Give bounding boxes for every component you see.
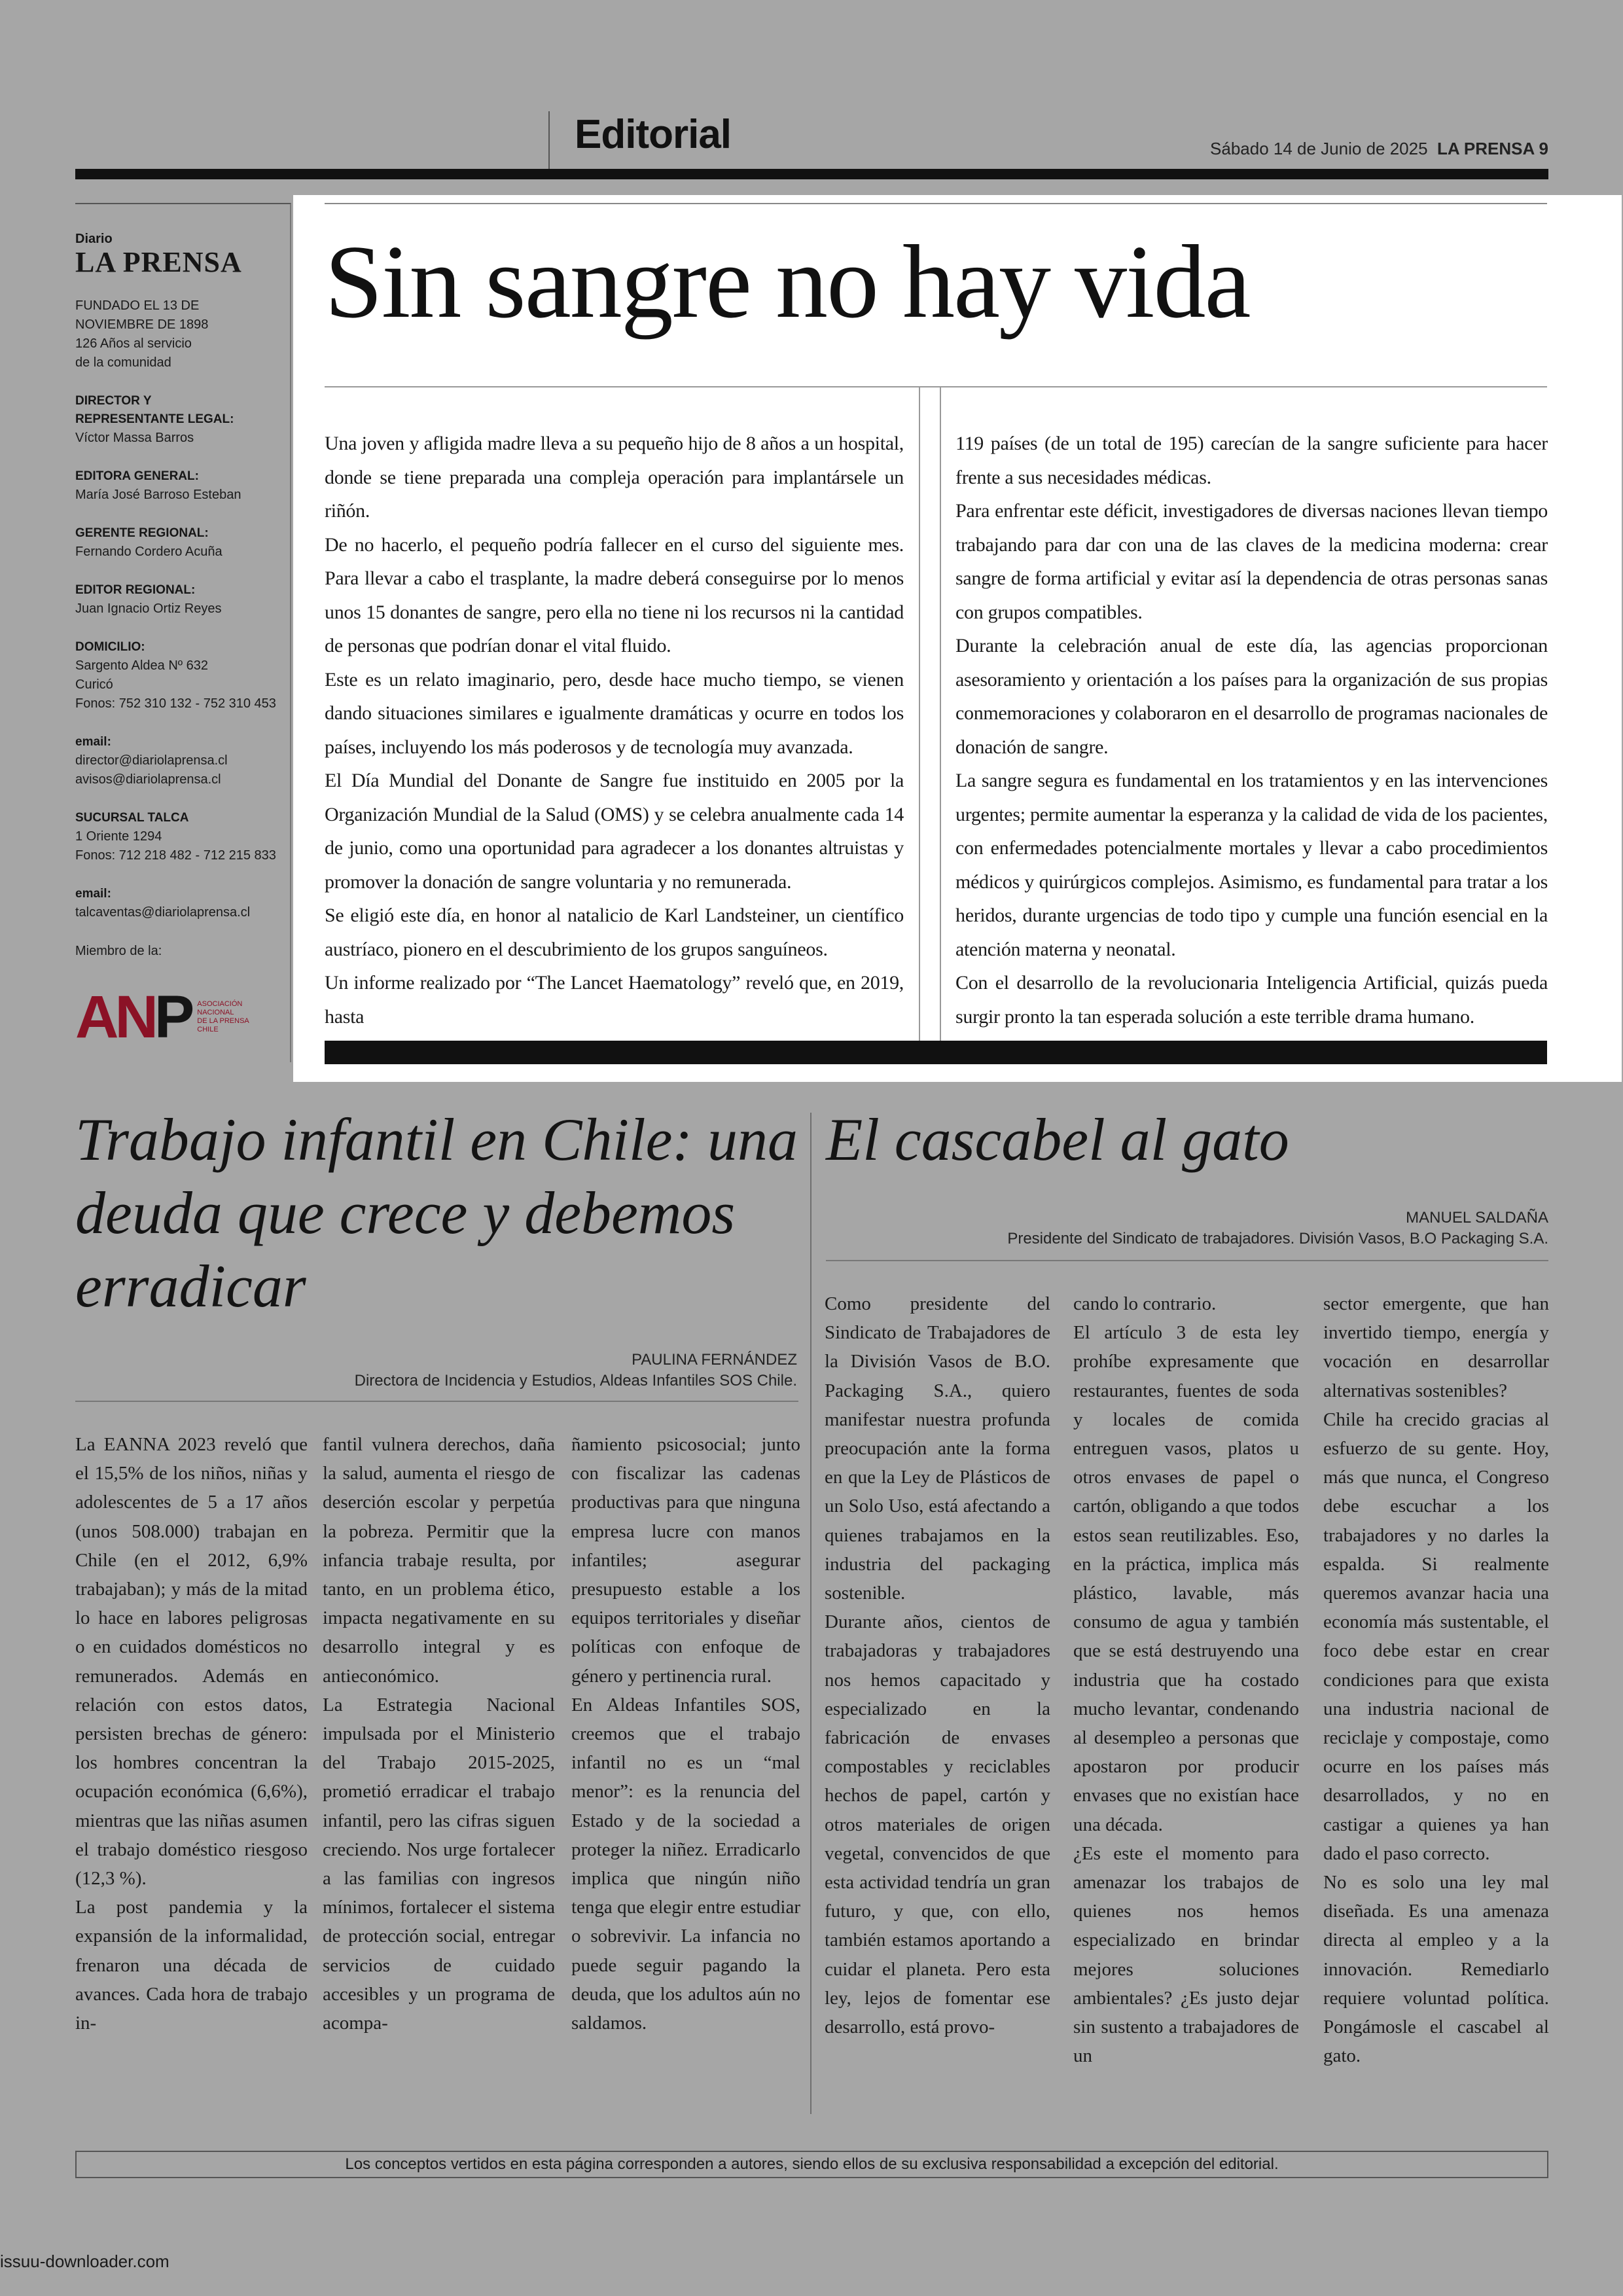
paragraph: Se eligió este día, en honor al natalicio de Karl Landsteiner, un científico austríaco, pionero en el descubrimiento de los grupos sanguíneos. xyxy=(325,905,904,960)
article2-column-3 xyxy=(1323,1289,1549,2070)
gerente-name: Fernando Cordero Acuña xyxy=(75,545,223,559)
article1-column-3 xyxy=(571,1430,800,2037)
paragraph: sector emergente, que han invertido tiempo, energía y vocación en desarrollar alternativas sostenibles? xyxy=(1323,1293,1549,1401)
paragraph: Un informe realizado por “The Lancet Haematology” reveló que, en 2019, hasta xyxy=(325,972,904,1028)
article2-rule xyxy=(826,1260,1548,1261)
founded-line: FUNDADO EL 13 DE xyxy=(75,298,200,313)
paragraph: fantil vulnera derechos, daña la salud, aumenta el riesgo de deserción escolar y perpetúa la pobreza. Permitir que la infancia trabaje resulta, por tanto, en un problema ético, impacta negativamente en su desarrollo integral y es antieconómico. xyxy=(323,1434,555,1687)
watermark: issuu-downloader.com xyxy=(0,2251,169,2271)
paragraph: Una joven y afligida madre lleva a su pequeño hijo de 8 años a un hospital, donde se tiene preparada una compleja operación para implantársele un riñón. xyxy=(325,433,904,522)
article1-role: Directora de Incidencia y Estudios, Aldeas Infantiles SOS Chile. xyxy=(354,1372,797,1390)
editorial-bottom-bar xyxy=(325,1041,1547,1064)
date-line xyxy=(1210,139,1548,159)
email2-label: email: xyxy=(75,887,111,901)
paragraph: 119 países (de un total de 195) carecían de la sangre suficiente para hacer frente a sus necesidades médicas. xyxy=(955,433,1548,488)
emails xyxy=(75,751,290,789)
article1-rule xyxy=(75,1401,798,1402)
article1-title: Trabajo infantil en Chile: una deuda que crece y debemos erradicar xyxy=(75,1106,798,1319)
editorial-column-1 xyxy=(325,427,904,1033)
member-label: Miembro de la: xyxy=(75,944,162,958)
director-label xyxy=(75,392,290,429)
editorial-column-2 xyxy=(955,427,1548,1033)
sucursal-label: SUCURSAL TALCA xyxy=(75,811,189,825)
editora-name: María José Barroso Esteban xyxy=(75,488,241,502)
anp-logo-text xyxy=(197,1000,262,1034)
paragraph: ¿Es este el momento para amenazar los trabajos de quienes nos hemos especializado en brindar mejores soluciones ambientales? ¿Es justo dejar sin sustento a trabajadores de un xyxy=(1073,1842,1299,2067)
anp-logo-mark: ANP xyxy=(75,984,191,1050)
paragraph: cando lo contrario. xyxy=(1073,1293,1217,1314)
anp-text-line: DE LA PRENSA xyxy=(197,1017,249,1025)
paragraph: El artículo 3 de esta ley prohíbe expresamente que restaurantes, fuentes de soda y locales de comida entreguen vasos, platos u otros envases de papel o cartón, obligando a que todos estos sean reutilizables. Eso, en la práctica, implica más plástico, lavable, más consumo de agua y también que se está destruyendo una industria que ha costado mucho levantar, condenando al desempleo a personas que apostaron por producir envases que no existían hace una década. xyxy=(1073,1322,1299,1835)
editor-label: EDITOR REGIONAL: xyxy=(75,583,196,597)
email-link[interactable]: director@diariolaprensa.cl xyxy=(75,753,228,768)
paragraph: Para enfrentar este déficit, investigadores de diversas naciones llevan tiempo trabajando para dar con una de las claves de la medicina moderna: crear sangre de forma artificial y evitar así la dependencia de otras personas sanas con grupos compatibles. xyxy=(955,500,1548,623)
article1-byline xyxy=(196,1350,797,1391)
paragraph: De no hacerlo, el pequeño podría fallecer en el curso del siguiente mes. Para llevar a cabo el trasplante, la madre deberá conseguirse por lo menos unos 15 donantes de sangre, pero ella no tiene ni los recursos ni la cantidad de personas que podrían donar el vital fluido. xyxy=(325,533,904,656)
sucursal-line: Fonos: 712 218 482 - 712 215 833 xyxy=(75,848,276,863)
article2-column-2 xyxy=(1073,1289,1299,2070)
paragraph: Este es un relato imaginario, pero, desde hace mucho tiempo, se vienen dando situaciones similares e igualmente dramáticas y ocurre en todos los países, incluyendo los más poderosos y de tecnología muy avanzada. xyxy=(325,668,904,758)
founded-line: 126 Años al servicio xyxy=(75,336,192,351)
editorial-title-rule xyxy=(325,386,1547,387)
sucursal-line: 1 Oriente 1294 xyxy=(75,829,162,844)
anp-text-line: NACIONAL xyxy=(197,1009,234,1016)
editora-label: EDITORA GENERAL: xyxy=(75,469,199,483)
domicilio-line: Sargento Aldea Nº 632 xyxy=(75,658,209,673)
article1-column-2 xyxy=(323,1430,555,2037)
editorial-title: Sin sangre no hay vida xyxy=(325,223,1250,340)
email2-link[interactable]: talcaventas@diariolaprensa.cl xyxy=(75,905,251,920)
disclaimer: Los conceptos vertidos en esta página corresponden a autores, siendo ellos de su exclusiva responsabilidad a excepción del editorial. xyxy=(75,2151,1548,2178)
founded-info xyxy=(75,296,290,372)
masthead-brand: LA PRENSA xyxy=(75,246,242,278)
article2-role: Presidente del Sindicato de trabajadores. División Vasos, B.O Packaging S.A. xyxy=(1007,1230,1548,1247)
founded-line: NOVIEMBRE DE 1898 xyxy=(75,317,209,332)
issue-date: Sábado 14 de Junio de 2025 xyxy=(1210,139,1428,158)
section-title: Editorial xyxy=(575,112,732,157)
director-label-line: DIRECTOR Y xyxy=(75,394,152,408)
anp-logo-letter: P xyxy=(154,984,191,1050)
paragraph: La post pandemia y la expansión de la informalidad, frenaron una década de avances. Cada hora de trabajo in- xyxy=(75,1897,308,2034)
paragraph: ñamiento psicosocial; junto con fiscalizar las cadenas productivas para que ninguna empresa lucre con manos infantiles; asegurar presupuesto estable a los equipos territoriales y diseñar políticas con enfoque de género y pertinencia rural. xyxy=(571,1434,800,1687)
domicilio-line: Curicó xyxy=(75,677,113,692)
article1-author: PAULINA FERNÁNDEZ xyxy=(632,1351,797,1369)
masthead-diario: Diario xyxy=(75,232,113,246)
editor-name: Juan Ignacio Ortiz Reyes xyxy=(75,601,222,616)
column-divider xyxy=(919,387,920,1042)
email-label: email: xyxy=(75,735,111,749)
paragraph: La sangre segura es fundamental en los tratamientos y en las intervenciones urgentes; permite aumentar la esperanza y la calidad de vida de los pacientes, con enfermedades potencialmente mortales y llevar a cabo procedimientos médicos y quirúrgicos complejos. Asimismo, es fundamental para tratar a los heridos, durante urgencias de todo tipo y cumple una función esencial en la atención materna y neonatal. xyxy=(955,770,1548,960)
director-name: Víctor Massa Barros xyxy=(75,431,194,445)
anp-text-line: CHILE xyxy=(197,1026,219,1033)
paragraph: Durante la celebración anual de este día, las agencias proporcionan asesoramiento y orientación a los países para la organización de sus propias conmemoraciones y colaboraron en el desarrollo de programas nacionales de donación de sangre. xyxy=(955,635,1548,758)
article1-column-1 xyxy=(75,1430,308,2037)
paragraph: No es solo una ley mal diseñada. Es una amenaza directa al empleo y a la innovación. Remediarlo requiere voluntad política. Pongámosle el cascabel al gato. xyxy=(1323,1872,1549,2067)
article2-column-1 xyxy=(825,1289,1050,2041)
paragraph: Como presidente del Sindicato de Trabajadores de la División Vasos de B.O. Packaging S.A., quiero manifestar nuestra profunda preocupación ante la forma en que la Ley de Plásticos de un Solo Uso, está afectando a quienes trabajamos en la industria del packaging sostenible. xyxy=(825,1293,1050,1604)
column-divider xyxy=(940,387,941,1042)
director-label-line: REPRESENTANTE LEGAL: xyxy=(75,412,234,426)
article2-title: El cascabel al gato xyxy=(826,1106,1289,1173)
masthead xyxy=(75,203,291,1062)
email-link[interactable]: avisos@diariolaprensa.cl xyxy=(75,772,221,787)
publication-page: LA PRENSA 9 xyxy=(1437,139,1548,158)
paragraph: Con el desarrollo de la revolucionaria Inteligencia Artificial, quizás pueda surgir pronto la tan esperada solución a este terrible drama humano. xyxy=(955,972,1548,1028)
domicilio xyxy=(75,656,290,713)
gerente-label: GERENTE REGIONAL: xyxy=(75,526,209,540)
article2-byline xyxy=(826,1208,1548,1249)
anp-logo xyxy=(75,984,290,1050)
founded-line: de la comunidad xyxy=(75,355,171,370)
articles-divider xyxy=(810,1113,812,2114)
editorial-top-rule xyxy=(325,203,1547,204)
domicilio-label: DOMICILIO: xyxy=(75,640,145,654)
paragraph: Durante años, cientos de trabajadoras y trabajadores nos hemos capacitado y especializado en la fabricación de envases compostables y reciclables hechos de papel, cartón y otros materiales de origen vegetal, convencidos de que esta actividad tendría un gran futuro, y que, con ello, también estamos aportando a cuidar el planeta. Pero esta ley, lejos de fomentar ese desarrollo, está provo- xyxy=(825,1611,1050,2038)
paragraph: En Aldeas Infantiles SOS, creemos que el trabajo infantil no es un “mal menor”: es la renuncia del Estado y de la sociedad a proteger la niñez. Erradicarlo implica que ningún niño tenga que elegir entre estudiar o sobrevivir. La infancia no puede seguir pagando la deuda, que los adultos aún no saldamos. xyxy=(571,1694,800,2034)
paragraph: La EANNA 2023 reveló que el 15,5% de los niños, niñas y adolescentes de 5 a 17 años (unos 508.000) trabajan en Chile (en el 2012, 6,9% trabajaban); y más de la mitad lo hace en labores peligrosas o en cuidados domésticos no remunerados. Además en relación con estos datos, persisten brechas de género: los hombres concentran la ocupación económica (6,6%), mientras que las niñas asumen el trabajo doméstico riesgoso (12,3 %). xyxy=(75,1434,308,1890)
sucursal xyxy=(75,827,290,865)
domicilio-line: Fonos: 752 310 132 - 752 310 453 xyxy=(75,696,276,711)
anp-text-line: ASOCIACIÓN xyxy=(197,1000,243,1008)
header-rule xyxy=(75,169,1548,179)
article2-author: MANUEL SALDAÑA xyxy=(1406,1209,1548,1227)
paragraph: El Día Mundial del Donante de Sangre fue instituido en 2005 por la Organización Mundial de la Salud (OMS) y se celebra anualmente cada 14 de junio, como una oportunidad para agradecer a los donantes altruistas y promover la donación de sangre voluntaria y no remunerada. xyxy=(325,770,904,893)
header-divider xyxy=(548,111,550,170)
paragraph: La Estrategia Nacional impulsada por el Ministerio del Trabajo 2015-2025, prometió erradicar el trabajo infantil, pero las cifras siguen creciendo. Nos urge fortalecer a las familias con ingresos mínimos, fortalecer el sistema de protección social, entregar servicios de cuidado accesibles y un programa de acompa- xyxy=(323,1694,555,2034)
paragraph: Chile ha crecido gracias al esfuerzo de su gente. Hoy, más que nunca, el Congreso debe escuchar a los trabajadores y no darles la espalda. Si realmente queremos avanzar hacia una economía más sustentable, el foco debe estar en crear condiciones para que exista una industria nacional de reciclaje y compostaje, como ocurre en los países más desarrollados, y no en castigar a quienes ya han dado el paso correcto. xyxy=(1323,1408,1549,1864)
